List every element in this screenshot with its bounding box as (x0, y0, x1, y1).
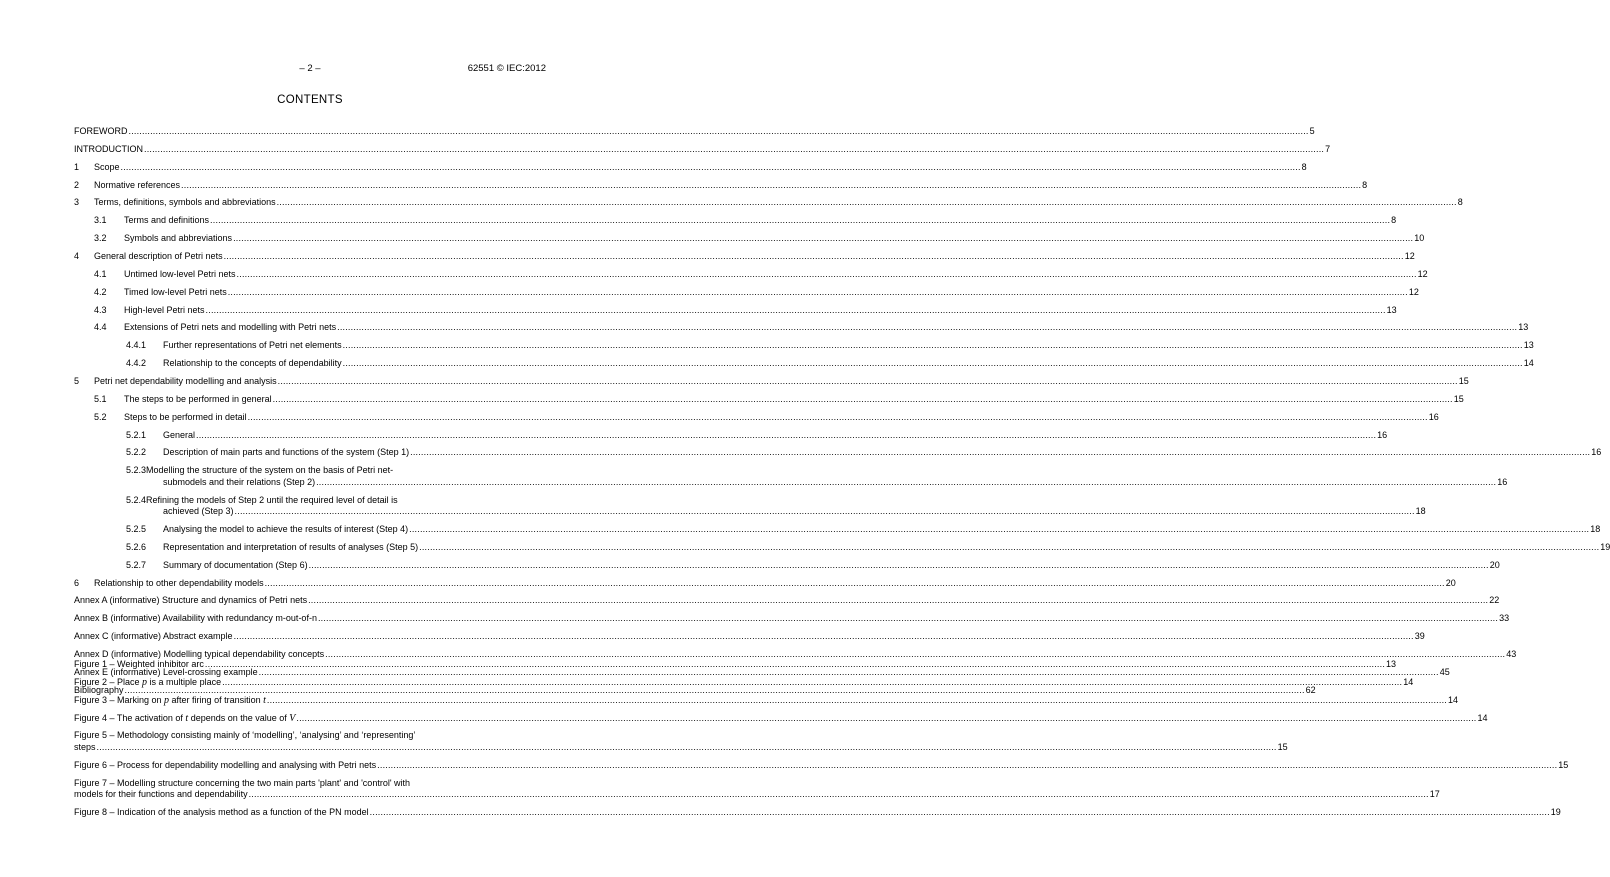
dot-leader (205, 659, 1385, 671)
dot-leader (222, 677, 1402, 689)
figure-entry-line (74, 730, 546, 742)
toc-entry[interactable] (74, 161, 1307, 174)
toc-entry-title: Modelling the structure of the system on the basis of Petri net- (146, 465, 394, 476)
dot-leader (343, 358, 1523, 370)
toc-entry-title: Annex B (informative) Availability with redundancy m-out-of-n (74, 613, 317, 624)
toc-entry-title: Summary of documentation (Step 6) (163, 559, 308, 570)
toc-entry-line (126, 340, 1534, 352)
toc-entry[interactable] (74, 304, 1397, 317)
toc-entry-line (74, 376, 1469, 388)
toc-entry-page: 45 (1439, 666, 1450, 677)
toc-entry-page: 16 (1377, 429, 1388, 440)
toc-entry-number: 1 (74, 161, 80, 172)
toc-entry[interactable] (74, 322, 1529, 334)
figure-entry-line (74, 807, 1561, 819)
toc-entry-title: General (163, 429, 196, 440)
toc-entry-page: 22 (1489, 595, 1500, 606)
figure-title-text: Figure 8 – Indication of the analysis method as a function of the PN model (74, 807, 369, 818)
toc-entry[interactable] (74, 215, 1397, 227)
figure-entry-page: 14 (1477, 712, 1488, 723)
toc-entry-title: Representation and interpretation of results of analyses (Step 5) (163, 541, 419, 552)
figure-title-text: is a multiple place (147, 676, 222, 687)
figure-entry-page: 17 (1429, 789, 1440, 800)
figure-entry-page: 14 (1448, 694, 1459, 705)
toc-entry[interactable] (74, 179, 1368, 192)
figure-entry-line (74, 759, 1569, 772)
toc-entry-title: Bibliography (74, 684, 124, 695)
toc-entry-title-continued: submodels and their relations (Step 2) (163, 476, 316, 487)
figure-entry-title (74, 807, 369, 819)
figure-entry-line (74, 659, 1397, 671)
toc-entry-number: 4.2 (94, 286, 107, 297)
toc-entry-number: 6 (74, 577, 80, 588)
toc-entry-page: 14 (1523, 358, 1534, 369)
toc-entry-page: 20 (1489, 559, 1500, 570)
toc-entry-number: 2 (74, 179, 80, 190)
toc-entry-title: The steps to be performed in general (124, 393, 272, 404)
figure-title-text: Figure 2 – Place (74, 676, 143, 687)
dot-leader (248, 412, 1428, 424)
toc-entry-line (126, 495, 546, 507)
toc-entry[interactable] (74, 393, 1464, 406)
toc-entry-number: 5.2.3 (126, 465, 147, 476)
figure-title-text: Figure 7 – Modelling structure concerning the two main parts 'plant' and 'control' with (74, 777, 411, 788)
figure-entry-line (74, 676, 1414, 689)
toc-entry[interactable] (74, 631, 1425, 643)
math-variable: p (164, 694, 170, 706)
math-variable: t (185, 712, 189, 724)
figure-entry[interactable] (74, 676, 1414, 689)
dot-leader (410, 447, 1590, 459)
toc-entry-line (74, 251, 1415, 263)
figure-entry-title-continued: models for their functions and dependability (74, 789, 248, 800)
toc-entry-number: 5.2.7 (126, 559, 147, 570)
figure-entry-line (74, 778, 546, 790)
figure-entry[interactable] (74, 730, 1288, 753)
toc-entry-line (74, 143, 1331, 156)
toc-entry-line (74, 179, 1368, 192)
figure-entry-title (74, 677, 221, 689)
toc-entry-page: 15 (1453, 393, 1464, 404)
toc-entry-title: Normative references (94, 179, 181, 190)
toc-entry-title: Scope (94, 161, 120, 172)
toc-entry-number: 5 (74, 376, 80, 387)
toc-entry[interactable] (74, 595, 1500, 607)
toc-entry-title: Annex A (informative) Structure and dynamics of Petri nets (74, 595, 308, 606)
toc-entry-page: 16 (1497, 476, 1508, 487)
toc-entry[interactable] (74, 358, 1534, 370)
toc-entry-number: 5.2.6 (126, 541, 147, 552)
dot-leader (370, 807, 1550, 819)
toc-entry-title: Annex D (informative) Modelling typical dependability concepts (74, 649, 325, 660)
toc-entry-page: 16 (1428, 411, 1439, 422)
toc-entry-line (94, 215, 1397, 227)
toc-entry-line (126, 476, 1508, 489)
toc-entry[interactable] (74, 340, 1534, 352)
page-header (74, 63, 546, 75)
figure-entry[interactable] (74, 659, 1397, 671)
figure-title-text: Figure 4 – The activation of (74, 712, 186, 723)
toc-entry-line (74, 613, 1510, 625)
toc-entry-line (94, 322, 1529, 334)
toc-entry-number: 4.4.1 (126, 340, 147, 351)
dot-leader (318, 613, 1498, 625)
toc-entry[interactable] (74, 268, 1428, 281)
toc-entry-page: 8 (1301, 161, 1307, 172)
toc-entry-title: Annex C (informative) Abstract example (74, 631, 233, 642)
toc-entry-line (126, 559, 1500, 572)
toc-entry-title: Relationship to other dependability models (94, 577, 264, 588)
toc-entry-number: 3.2 (94, 233, 107, 244)
figure-title-text: after firing of transition (169, 694, 264, 705)
toc-entry-page: 62 (1305, 684, 1316, 695)
toc-entry-number: 5.2.2 (126, 447, 147, 458)
toc-entry-page: 12 (1408, 286, 1419, 297)
page-number: – 2 – (299, 63, 321, 74)
toc-entry[interactable] (74, 233, 1425, 245)
toc-entry-line (126, 358, 1534, 370)
toc-entry[interactable] (74, 197, 1463, 209)
toc-entry-page: 43 (1506, 649, 1517, 660)
dot-leader (228, 287, 1408, 299)
figure-entry-line (74, 712, 1488, 725)
toc-entry-line (94, 286, 1419, 299)
toc-entry-title: Terms and definitions (124, 215, 210, 226)
toc-entry-title: Further representations of Petri net elements (163, 340, 342, 351)
standard-reference: 62551 © IEC:2012 (467, 63, 546, 74)
toc-entry-line (126, 465, 546, 477)
toc-entry-title: High-level Petri nets (124, 304, 205, 315)
toc-entry-page: 15 (1458, 376, 1469, 387)
figure-entry-title (74, 730, 415, 740)
dot-leader (129, 126, 1309, 138)
toc-entry-line (94, 304, 1397, 317)
toc-entry-number: 3 (74, 197, 80, 208)
dot-leader (296, 713, 1476, 725)
toc-entry[interactable] (74, 143, 1331, 156)
toc-entry-line (126, 541, 1610, 554)
toc-entry-number: 5.2.4 (126, 494, 147, 505)
toc-entry-page: 13 (1523, 340, 1534, 351)
toc-entry-title: Timed low-level Petri nets (124, 286, 227, 297)
toc-entry-title: Relationship to the concepts of dependability (163, 358, 342, 369)
toc-entry-title: Symbols and abbreviations (124, 233, 233, 244)
toc-entry-number: 4.3 (94, 304, 107, 315)
dot-leader (278, 376, 1458, 388)
toc-entry-page: 39 (1414, 631, 1425, 642)
toc-entry-line (74, 197, 1463, 209)
dot-leader (409, 524, 1589, 536)
toc-entry-number: 4.4.2 (126, 358, 147, 369)
toc-entry-title: INTRODUCTION (74, 143, 143, 154)
dot-leader (267, 695, 1447, 707)
toc-entry-title: Petri net dependability modelling and analysis (94, 376, 277, 387)
toc-entry[interactable] (74, 613, 1510, 625)
toc-entry-number: 4.1 (94, 268, 107, 279)
dot-leader (337, 322, 1517, 334)
toc-entry-line (74, 595, 1500, 607)
figure-entry-page: 15 (1558, 759, 1569, 770)
toc-entry-title: FOREWORD (74, 126, 128, 136)
toc-entry-page: 8 (1362, 179, 1368, 190)
toc-entry-page: 19 (1600, 541, 1610, 552)
toc-entry[interactable] (74, 494, 1426, 518)
dot-leader (210, 215, 1390, 227)
toc-entry-line (94, 268, 1428, 281)
toc-entry[interactable] (74, 376, 1469, 388)
dot-leader (308, 595, 1488, 607)
figure-entry[interactable] (74, 694, 1459, 707)
toc-entry-number: 5.1 (94, 393, 107, 404)
dot-leader (377, 760, 1557, 772)
toc-entry[interactable] (74, 126, 1315, 138)
dot-leader (316, 477, 1496, 487)
figure-entry-line (74, 741, 1288, 754)
toc-entry-title: Steps to be performed in detail (124, 411, 247, 422)
figure-title-text: Figure 3 – Marking on (74, 694, 165, 705)
toc-entry-page: 33 (1499, 613, 1510, 624)
toc-entry[interactable] (74, 447, 1602, 459)
toc-entry-page: 5 (1309, 126, 1315, 136)
toc-entry-line (74, 126, 1315, 138)
figure-entry-page: 19 (1550, 807, 1561, 818)
dot-leader (206, 305, 1386, 317)
dot-leader (235, 506, 1415, 516)
toc-entry-title: Analysing the model to achieve the results of interest (Step 4) (163, 524, 409, 535)
toc-entry-title-continued: achieved (Step 3) (163, 506, 234, 517)
toc-entry-page: 18 (1590, 524, 1601, 535)
toc-entry[interactable] (74, 577, 1456, 590)
toc-entry-number: 4 (74, 251, 80, 262)
toc-entry[interactable] (74, 559, 1500, 572)
toc-entry-line (94, 411, 1439, 424)
figure-entry-title (74, 713, 295, 725)
toc-entry[interactable] (74, 524, 1601, 536)
dot-leader (249, 789, 1429, 799)
toc-entry-page: 13 (1386, 304, 1397, 315)
toc-entry-title: Untimed low-level Petri nets (124, 268, 236, 279)
toc-entry-page: 10 (1414, 233, 1425, 244)
toc-entry-page: 7 (1325, 143, 1331, 154)
toc-entry-page: 18 (1415, 506, 1426, 517)
table-of-contents (74, 126, 1610, 703)
dot-leader (309, 560, 1489, 572)
figure-entry[interactable] (74, 759, 1569, 772)
toc-entry-title: Description of main parts and functions of the system (Step 1) (163, 447, 410, 458)
toc-entry-line (126, 429, 1388, 442)
dot-leader (224, 251, 1404, 263)
toc-entry-line (126, 447, 1602, 459)
figure-entry[interactable] (74, 777, 1440, 801)
toc-entry[interactable] (74, 429, 1388, 442)
figure-entry-page: 15 (1277, 741, 1288, 752)
dot-leader (265, 578, 1445, 590)
figure-title-text: Figure 6 – Process for dependability modelling and analysing with Petri nets (74, 759, 377, 770)
figure-entry-page: 13 (1386, 659, 1397, 669)
toc-entry-title: Extensions of Petri nets and modelling with Petri nets (124, 322, 337, 333)
math-variable: t (263, 694, 266, 706)
toc-entry[interactable] (74, 251, 1415, 263)
toc-entry-page: 12 (1417, 268, 1428, 279)
figure-entry-title (74, 659, 204, 671)
dot-leader (343, 340, 1523, 352)
toc-entry-line (74, 631, 1425, 643)
toc-entry[interactable] (74, 286, 1419, 299)
toc-entry-line (94, 233, 1425, 245)
figure-entry[interactable] (74, 807, 1561, 819)
figure-entry-title (74, 695, 266, 707)
toc-entry-number: 5.2 (94, 411, 107, 422)
dot-leader (196, 430, 1376, 442)
figure-entry-title (74, 760, 376, 772)
dot-leader (234, 631, 1414, 643)
toc-entry-page: 20 (1445, 577, 1456, 588)
toc-entry-title: Terms, definitions, symbols and abbreviations (94, 197, 276, 208)
figure-entry-line (74, 789, 1440, 801)
dot-leader (273, 394, 1453, 406)
toc-entry-line (126, 506, 1426, 518)
dot-leader (144, 144, 1324, 156)
contents-title: CONTENTS (277, 94, 343, 106)
toc-entry-number: 5.2.1 (126, 429, 147, 440)
toc-entry[interactable] (74, 411, 1439, 424)
figure-entry-title (74, 778, 410, 788)
dot-leader (237, 269, 1417, 281)
toc-entry-page: 8 (1391, 215, 1397, 226)
toc-entry-line (126, 524, 1601, 536)
figure-title-text: Figure 5 – Methodology consisting mainly of ‘modelling’, ‘analysing’ and ‘representing’ (74, 730, 416, 741)
toc-entry-number: 4.4 (94, 322, 107, 333)
dot-leader (97, 742, 1277, 752)
toc-entry-title: Refining the models of Step 2 until the required level of detail is (146, 494, 398, 505)
figure-title-text: depends on the value of (188, 712, 290, 723)
figure-title-text: Figure 1 – Weighted inhibitor arc (74, 659, 204, 669)
toc-entry-line (74, 577, 1456, 590)
math-variable: V (289, 712, 296, 724)
toc-entry[interactable] (74, 465, 1508, 488)
toc-entry-page: 12 (1404, 251, 1415, 262)
toc-entry-page: 16 (1591, 447, 1602, 458)
toc-entry-title: General description of Petri nets (94, 251, 223, 262)
figure-entry-line (74, 694, 1459, 707)
figure-entry-title-continued: steps (74, 741, 96, 752)
math-variable: p (142, 676, 148, 688)
toc-entry-line (74, 161, 1307, 174)
toc-entry-page: 8 (1457, 197, 1463, 208)
dot-leader (233, 233, 1413, 245)
toc-entry-page: 13 (1518, 322, 1529, 333)
dot-leader (277, 197, 1457, 209)
figure-entry-page: 14 (1403, 676, 1414, 687)
figure-entry[interactable] (74, 712, 1488, 725)
toc-entry-title: Annex E (informative) Level-crossing example (74, 666, 258, 677)
dot-leader (121, 162, 1301, 174)
dot-leader (419, 542, 1599, 554)
toc-entry-number: 3.1 (94, 215, 107, 226)
toc-entry-line (94, 393, 1464, 406)
toc-entry[interactable] (74, 541, 1610, 554)
toc-entry-number: 5.2.5 (126, 524, 147, 535)
dot-leader (181, 180, 1361, 192)
